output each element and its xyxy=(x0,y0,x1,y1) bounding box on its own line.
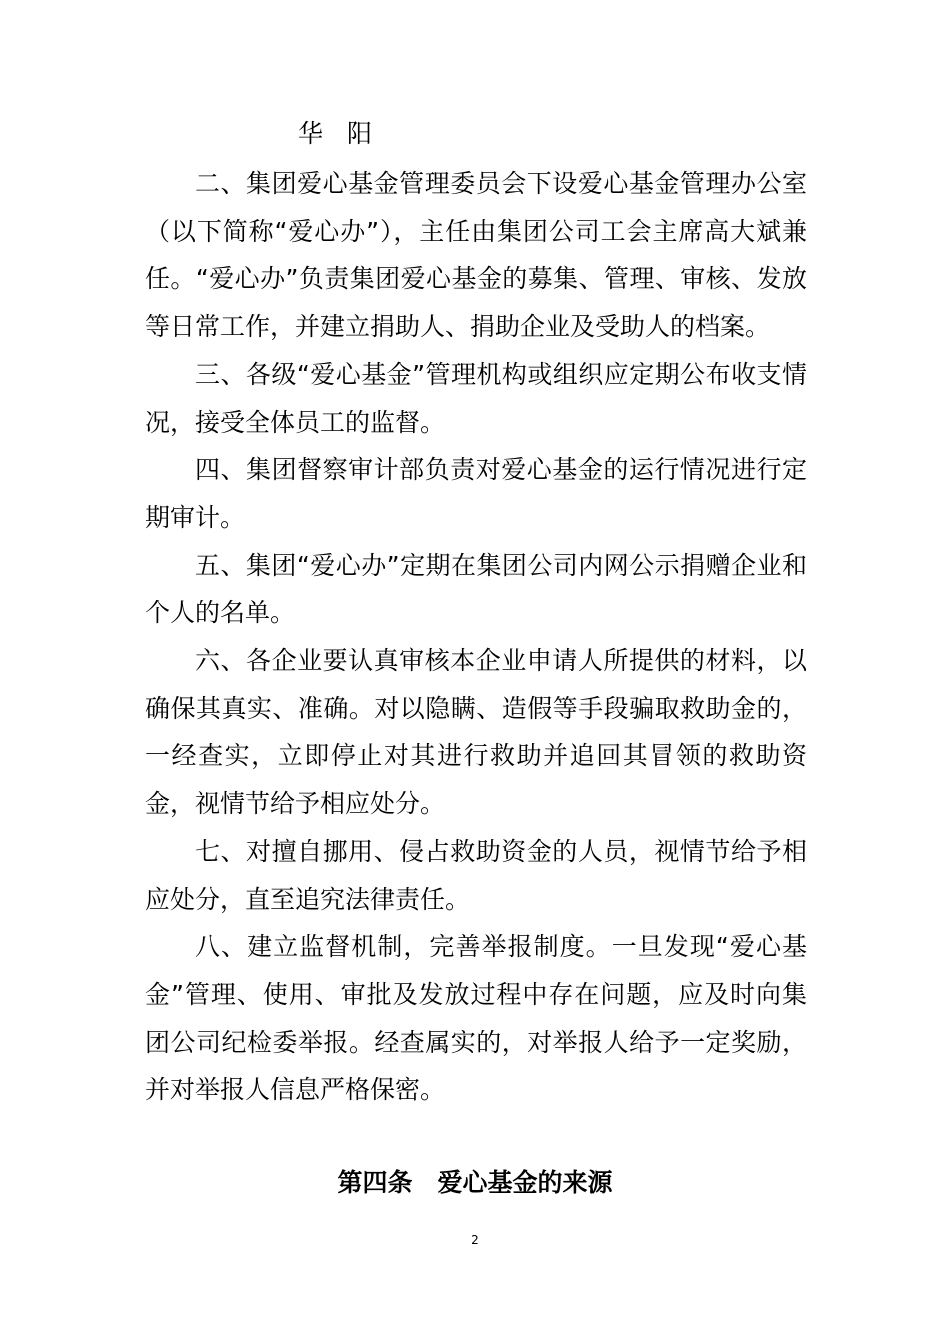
paragraph-5: 五、集团“爱心办”定期在集团公司内网公示捐赠企业和个人的名单。 xyxy=(145,550,807,628)
paragraph-6: 六、各企业要认真审核本企业申请人所提供的材料，以确保其真实、准确。对以隐瞒、造假等手段骗取救助金的，一经查实，立即停止对其进行救助并追回其冒领的救助资金，视情节给予相应处分。 xyxy=(145,646,807,819)
paragraph-2: 二、集团爱心基金管理委员会下设爱心基金管理办公室（以下简称“爱心办”），主任由集团公司工会主席高大斌兼任。“爱心办”负责集团爱心基金的募集、管理、审核、发放等日常工作，并建立捐助人、捐助企业及受助人的档案。 xyxy=(145,169,807,342)
name-line: 华 阳 xyxy=(298,119,380,148)
paragraph-8: 八、建立监督机制，完善举报制度。一旦发现“爱心基金”管理、使用、审批及发放过程中存在问题，应及时向集团公司纪检委举报。经查属实的，对举报人给予一定奖励，并对举报人信息严格保密。 xyxy=(145,932,807,1105)
paragraph-7: 七、对擅自挪用、侵占救助资金的人员，视情节给予相应处分，直至追究法律责任。 xyxy=(145,836,807,914)
page-number: 2 xyxy=(471,1233,479,1247)
paragraph-3: 三、各级“爱心基金”管理机构或组织应定期公布收支情况，接受全体员工的监督。 xyxy=(145,359,807,437)
paragraph-4: 四、集团督察审计部负责对爱心基金的运行情况进行定期审计。 xyxy=(145,455,807,532)
section-heading: 第四条 爱心基金的来源 xyxy=(337,1168,613,1197)
body-text xyxy=(145,160,807,1114)
